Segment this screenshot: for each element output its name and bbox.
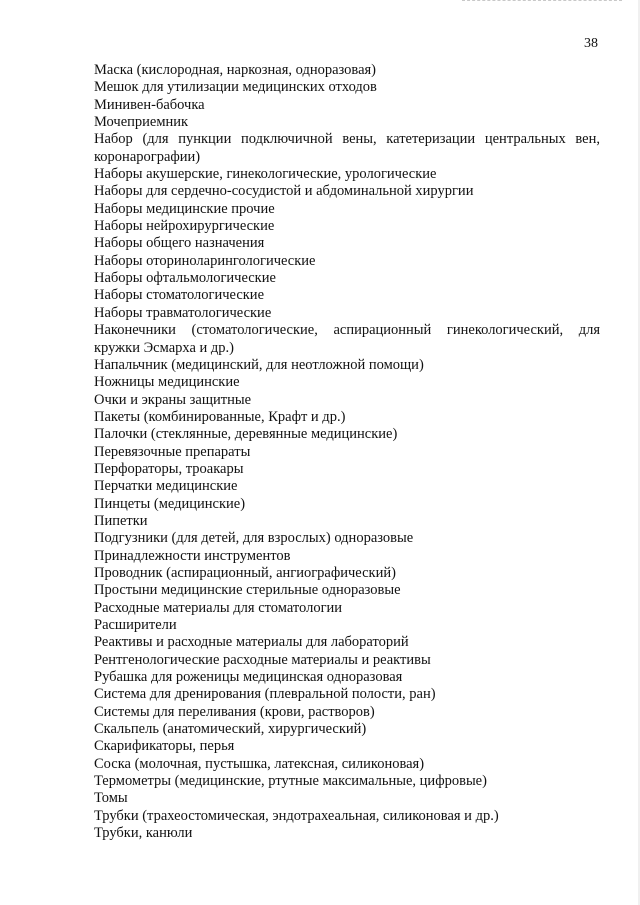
list-item: Ножницы медицинские [94,374,240,391]
list-item: Трубки (трахеостомическая, эндотрахеальная, силиконовая и др.) [94,807,499,824]
list-item: Минивен-бабочка [94,96,205,113]
list-item: Пакеты (комбинированные, Крафт и др.) [94,408,346,425]
list-item: Пипетки [94,512,148,529]
list-item: Наконечники (стоматологические, аспирационный гинекологический, для кружки Эсмарха и др.) [94,322,600,356]
scan-top-rule [462,0,622,3]
list-item: Перчатки медицинские [94,478,238,495]
list-item: Наборы травматологические [94,304,272,321]
list-item: Наборы медицинские прочие [94,200,275,217]
list-item: Рубашка для роженицы медицинская одноразовая [94,669,403,686]
list-item: Скальпель (анатомический, хирургический) [94,721,367,738]
list-item: Мочеприемник [94,114,189,131]
list-item: Рентгенологические расходные материалы и реактивы [94,651,431,668]
list-item: Томы [94,790,128,807]
list-item: Расширители [94,617,177,633]
list-item: Скарификаторы, перья [94,738,235,755]
list-item: Соска (молочная, пустышка, латексная, силиконовая) [94,755,425,772]
list-item: Напальчник (медицинский, для неотложной помощи) [94,356,424,373]
list-item: Термометры (медицинские, ртутные максимальные, цифровые) [94,773,487,790]
list-item: Наборы общего назначения [94,235,265,252]
list-item: Мешок для утилизации медицинских отходов [94,79,377,96]
list-item: Наборы стоматологические [94,287,265,304]
list-item: Система для дренирования (плевральной полости, ран) [94,686,436,703]
list-item: Наборы оториноларингологические [94,252,316,269]
list-item: Расходные материалы для стоматологии [94,599,343,616]
list-item: Простыни медицинские стерильные одноразовые [94,582,401,599]
list-item: Наборы для сердечно-сосудистой и абдоминальной хирургии [94,183,474,200]
list-item: Маска (кислородная, наркозная, одноразовая) [94,62,377,78]
list-item: Перфораторы, троакары [94,460,244,477]
list-item: Проводник (аспирационный, ангиографический) [94,564,396,581]
list-item: Наборы офтальмологические [94,270,276,287]
list-item: Подгузники (для детей, для взрослых) одноразовые [94,530,414,547]
list-item: Наборы нейрохирургические [94,218,275,235]
list-item: Очки и экраны защитные [94,391,252,408]
supply-list [94,62,600,842]
list-item: Пинцеты (медицинские) [94,495,246,512]
list-item: Набор (для пункции подключичной вены, катетеризации центральных вен, коронарографии) [94,131,600,165]
list-item: Трубки, канюли [94,825,193,842]
list-item: Реактивы и расходные материалы для лабораторий [94,634,409,651]
page-number: 38 [584,36,598,51]
list-item: Палочки (стеклянные, деревянные медицинские) [94,426,398,443]
list-item: Перевязочные препараты [94,443,251,460]
list-item: Наборы акушерские, гинекологические, урологические [94,166,437,183]
list-item: Принадлежности инструментов [94,547,291,564]
list-item: Системы для переливания (крови, растворов) [94,703,375,720]
